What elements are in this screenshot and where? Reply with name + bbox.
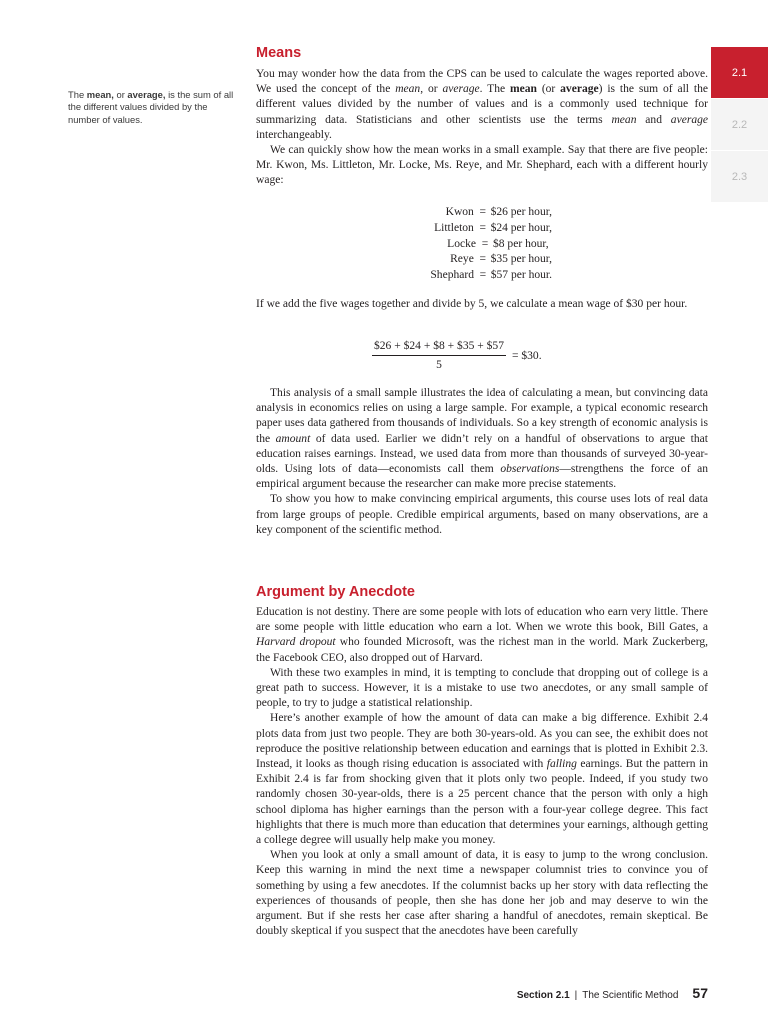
equation-fraction — [372, 340, 506, 371]
equation-result: = $30. — [511, 349, 542, 362]
section-tab-2-3[interactable]: 2.3 — [711, 151, 768, 203]
anecdote-paragraph-2: With these two examples in mind, it is tempting to conclude that dropping out of college is a great path to success. However, it is a mistake to use two anecdotes, or any small sample of people, to try to judge a statistical relationship. — [256, 666, 708, 710]
equation-denominator: 5 — [436, 359, 442, 371]
anecdote-paragraph-1: Education is not destiny. There are some people with lots of education who earn very little. There are some people with little education who earn a lot. When we wrote this book, Bill Gates, a Harvard dropout who founded Microsoft, was the richest man in the world. Mark Zuckerberg, the Facebook CEO, also dropped out of Harvard. — [256, 606, 708, 664]
page-number: 57 — [692, 985, 708, 1001]
footer-section: Section 2.1 — [516, 990, 570, 1001]
wage-row: Kwon = $26 per hour, — [445, 206, 552, 218]
means-text-sum — [256, 297, 708, 312]
page-footer — [517, 985, 708, 1001]
means-text-analysis — [256, 386, 708, 538]
anecdote-text — [256, 605, 708, 939]
heading-means: Means — [256, 45, 302, 61]
section-tabs — [711, 47, 768, 203]
anecdote-paragraph-4: When you look at only a small amount of data, it is easy to jump to the wrong conclusion. Keep this warning in mind the next time a newspaper columnist tries to convince you of something by using a few anecdotes. If the columnist backs up her story with data reflecting the experiences of thousands of people, then she has done her job and may deserve to win the argument. But if she rests her case after sharing a handful of anecdotes, remain skeptical. Be doubly skeptical if you suspect that the anecdotes have been carefully — [256, 849, 708, 938]
margin-note-definition: The mean, or average, is the sum of all the different values divided by the number of values. — [68, 89, 234, 125]
heading-argument-by-anecdote: Argument by Anecdote — [256, 584, 415, 600]
wage-row: Littleton = $24 per hour, — [434, 221, 552, 234]
anecdote-paragraph-3: Here’s another example of how the amount of data can make a big difference. Exhibit 2.4 plots data from just two people. They are both 30-years-old. As you can see, the exhibit does not reproduce the positive relationship between education and earnings that is plotted in Exhibit 2.3. Instead, it looks as though rising education is associated with falling earnings. But the pattern in Exhibit 2.4 is far from shocking given that it plots only two people. Indeed, if you study two randomly chosen 30-year-olds, there is a 25 percent chance that the person with only a high school diploma has higher earnings than the person with a four-year college degree. This fact highlights that there is much more than education that determines your earnings, although getting a college degree will usually help make you money. — [256, 712, 708, 847]
margin-note-term-average: average, — [127, 89, 166, 100]
section-tab-2-2[interactable]: 2.2 — [711, 99, 768, 151]
wage-row: Shephard = $57 per hour. — [430, 269, 552, 282]
wage-row: Reye = $35 per hour, — [450, 253, 552, 266]
means-paragraph-1: You may wonder how the data from the CPS can be used to calculate the wages reported above. We used the concept of the mean, or average. The mean (or average) is the sum of all the different values divided by the number of values and is a commonly used technique for summarizing data. Statisticians and other scientists use the terms mean and average interchangeably. — [256, 68, 708, 141]
equation-numerator: $26 + $24 + $8 + $35 + $57 — [372, 340, 506, 356]
means-text-intro — [256, 67, 708, 189]
mean-equation — [372, 340, 542, 371]
margin-note-term-mean: mean, — [86, 89, 114, 100]
wage-row: Locke = $8 per hour, — [447, 237, 549, 250]
footer-chapter-title: The Scientific Method — [582, 990, 679, 1001]
section-tab-2-1[interactable]: 2.1 — [711, 47, 768, 99]
means-paragraph-2: We can quickly show how the mean works in a small example. Say that there are five people: Mr. Kwon, Ms. Littleton, Mr. Locke, Ms. Reye, and Mr. Shephard, each with a different hourly wage: — [256, 144, 708, 187]
means-paragraph-5: To show you how to make convincing empirical arguments, this course uses lots of real data from large groups of people. Credible empirical arguments, based on many observations, are a key component of the scientific method. — [256, 493, 708, 536]
wage-list — [400, 205, 552, 284]
footer-separator: | — [574, 990, 578, 1001]
means-paragraph-3: If we add the five wages together and divide by 5, we calculate a mean wage of $30 per hour. — [256, 298, 688, 310]
means-paragraph-4: This analysis of a small sample illustrates the idea of calculating a mean, but convincing data analysis in economics relies on using a large sample. For example, a typical economic research paper uses data gathered from thousands of individuals. So a key strength of economic analysis is the amount of data used. Earlier we didn’t rely on a handful of observations to argue that education raises earnings. Instead, we used data from more than thousands of surveyed 30-year-olds. Using lots of data—economists call them observations—strengthens the force of an empirical argument because the researcher can make more precise statements. — [256, 387, 708, 491]
